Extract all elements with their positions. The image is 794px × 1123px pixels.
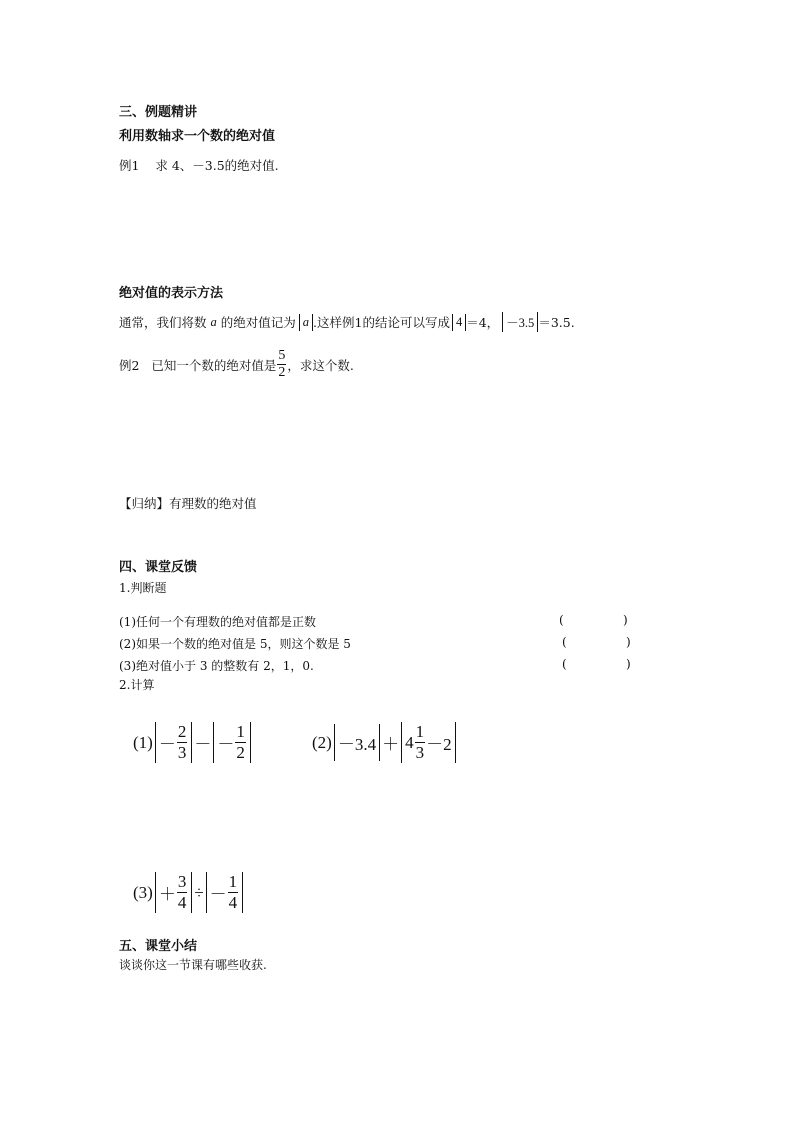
abs-4-expression: 4 [452, 314, 466, 331]
fraction-1-3 [415, 722, 426, 763]
abs-term-a: －3.4 [334, 724, 380, 761]
numerator: 1 [415, 722, 425, 741]
numerator: 1 [236, 722, 245, 741]
variable-a: a [210, 314, 217, 329]
summary-line [119, 494, 257, 512]
fraction-2-3 [177, 722, 188, 763]
numerator: 1 [228, 872, 238, 891]
abs-neg-3-5-expression: －3.5 [502, 312, 538, 332]
fraction-denominator: 2 [278, 365, 286, 380]
sign: － [209, 885, 227, 904]
section-3-title: 三、例题精讲 [119, 105, 198, 120]
section-4-title: 四、课堂反馈 [119, 560, 198, 575]
operator-divide: ÷ [194, 882, 204, 902]
fraction-1-2 [235, 722, 246, 763]
denominator: 2 [236, 743, 245, 762]
notation-text-2: 的绝对值记为 [220, 315, 296, 330]
notation-paragraph [119, 312, 575, 332]
abs-a-var: a [302, 314, 310, 329]
abs-term-a [155, 722, 193, 763]
sign: － [158, 735, 176, 754]
abs-term-b [206, 872, 244, 913]
expression-1-label: (1) [133, 732, 153, 752]
expression-2-label: (2) [312, 732, 332, 752]
abs-a-expression [299, 314, 313, 331]
answer-paren-open: ( [562, 635, 567, 649]
answer-paren-open: ( [559, 613, 564, 627]
example-1 [119, 156, 279, 174]
subheading-number-line: 利用数轴求一个数的绝对值 [119, 129, 276, 144]
answer-paren-close: ) [626, 657, 631, 671]
numerator: 2 [177, 722, 187, 741]
example-1-text: 求 4、－3.5的绝对值. [155, 158, 279, 173]
abs-term-a [155, 872, 193, 913]
denominator: 3 [177, 743, 187, 762]
notation-eq-2: ＝3.5. [538, 315, 575, 330]
answer-parentheses-1[interactable] [559, 613, 628, 627]
section-5-title: 五、课堂小结 [119, 939, 198, 954]
whole-part: 4 [405, 732, 414, 752]
example-2 [119, 348, 354, 381]
denominator: 4 [228, 893, 238, 912]
example-2-text-1: 已知一个数的绝对值是 [151, 357, 277, 373]
fraction-numerator: 5 [278, 348, 286, 363]
fraction-5-2 [277, 348, 286, 381]
denominator: 4 [177, 893, 187, 912]
judgment-item-2: (2)如果一个数的绝对值是 5，则这个数是 5 [119, 637, 351, 651]
sign: ＋ [158, 885, 176, 904]
judgment-item-1: (1)任何一个有理数的绝对值都是正数 [119, 615, 316, 629]
answer-paren-open: ( [562, 657, 567, 671]
example-2-text-2: ，求这个数. [287, 357, 354, 373]
notation-text-3: .这样例1的结论可以写成 [313, 315, 450, 330]
answer-paren-close: ) [623, 613, 628, 627]
answer-parentheses-2[interactable] [562, 635, 631, 649]
expression-3-label: (3) [133, 882, 153, 902]
operator-minus: － [194, 735, 212, 754]
sign: － [217, 735, 235, 754]
subheading-notation: 绝对值的表示方法 [119, 286, 224, 301]
remainder-term: －2 [426, 735, 452, 754]
expression-3 [133, 872, 243, 913]
denominator: 3 [415, 743, 425, 762]
operator-plus: ＋ [382, 735, 400, 754]
answer-paren-close: ) [626, 635, 631, 649]
abs-term-b [401, 722, 456, 763]
expression-1 [133, 722, 251, 763]
notation-text-1: 通常，我们将数 [119, 315, 207, 330]
abs-term-b [213, 722, 251, 763]
judgment-item-3: (3)绝对值小于 3 的整数有 2，1，0. [119, 659, 314, 673]
question-2-title: 2.计算 [119, 678, 155, 692]
fraction-1-4 [228, 872, 239, 913]
numerator: 3 [177, 872, 187, 891]
answer-parentheses-3[interactable] [562, 657, 631, 671]
question-1-title: 1.判断题 [119, 581, 167, 595]
fraction-3-4 [177, 872, 188, 913]
reflection-prompt: 谈谈你这一节课有哪些收获. [119, 958, 267, 972]
example-1-label: 例1 [119, 158, 140, 173]
example-2-label: 例2 [119, 357, 140, 373]
notation-eq-1: ＝4， [466, 315, 500, 330]
summary-text: 有理数的绝对值 [169, 496, 257, 511]
summary-bracket: 【归纳】 [119, 496, 170, 511]
expression-2 [312, 722, 456, 763]
